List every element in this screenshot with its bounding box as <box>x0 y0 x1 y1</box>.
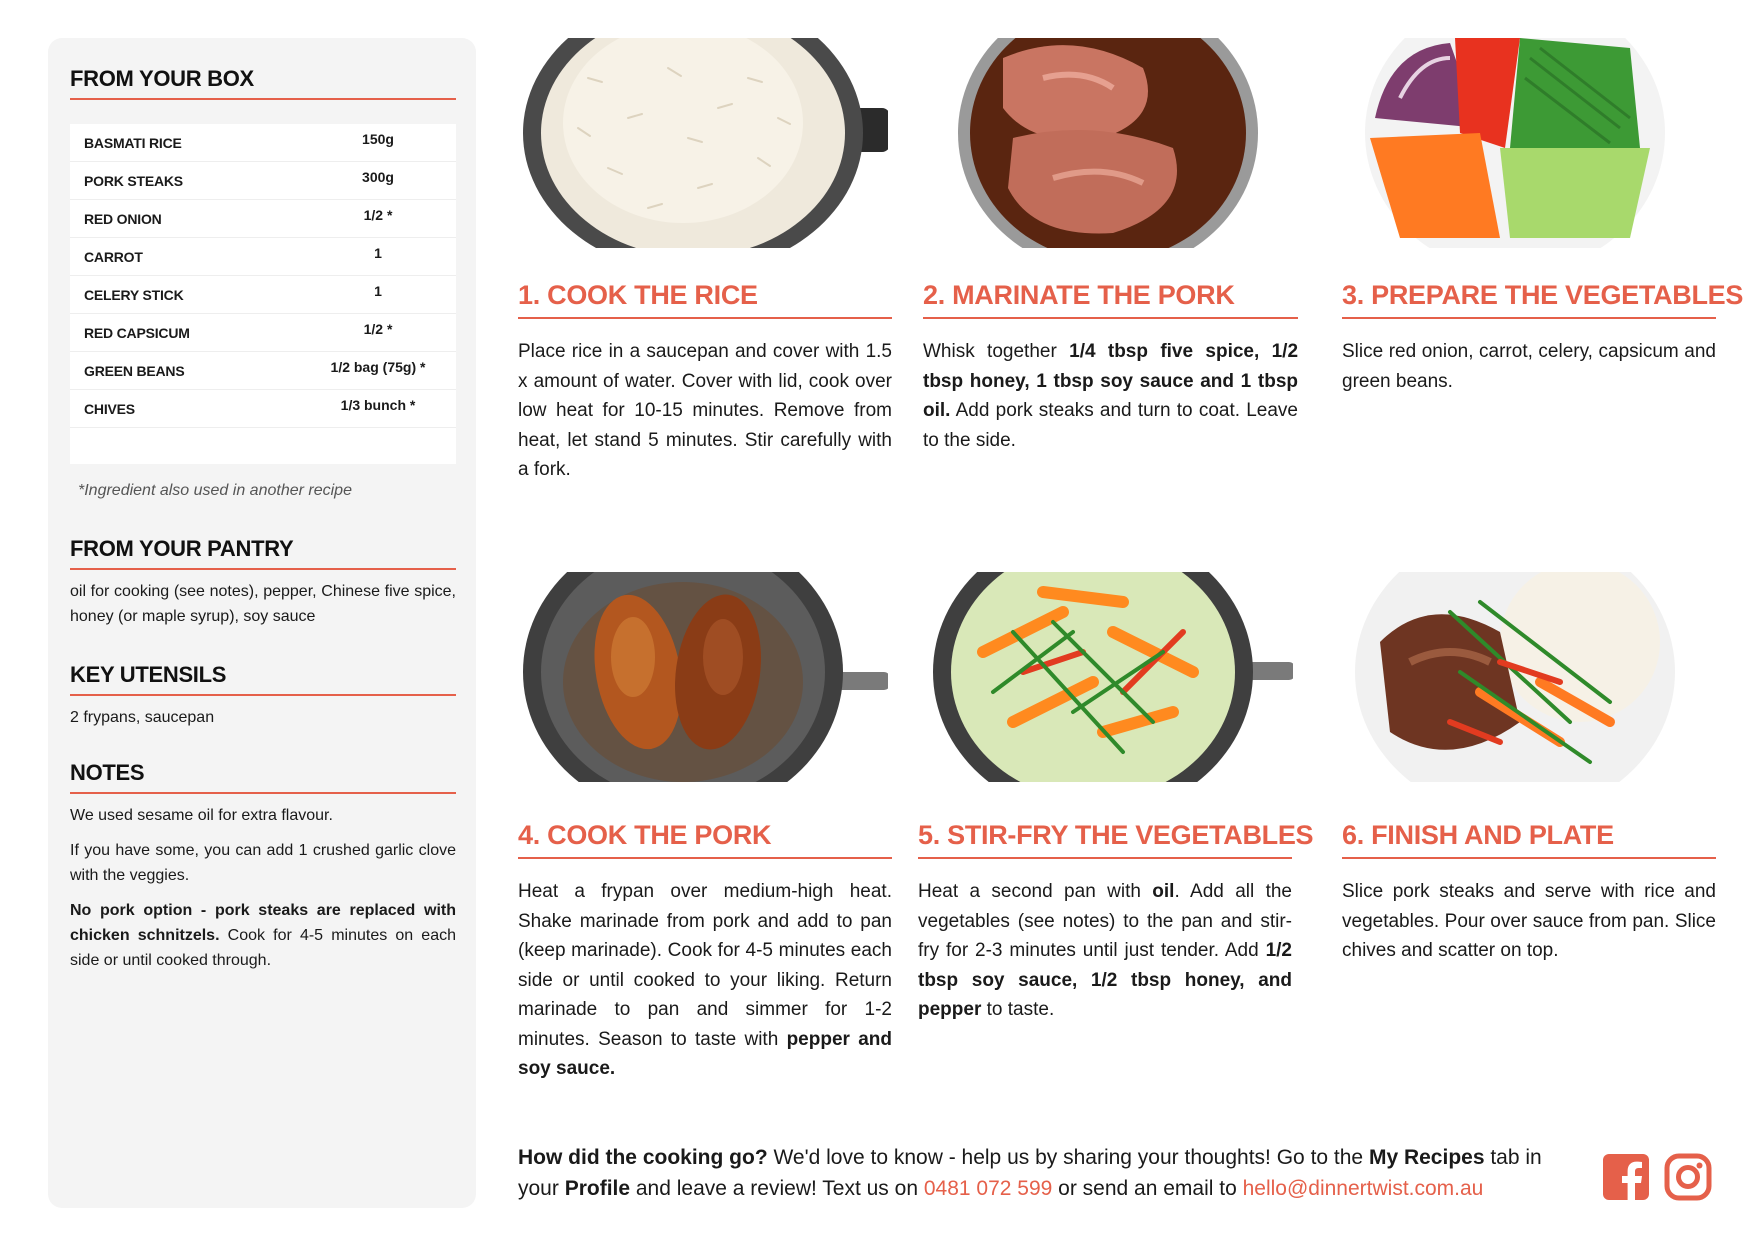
ingredient-qty: 1 <box>374 244 382 261</box>
ingredient-qty: 150g <box>362 130 394 147</box>
footer-phone-link[interactable]: 0481 072 599 <box>923 1177 1053 1200</box>
table-row <box>70 276 456 314</box>
finished-plate-photo <box>1330 572 1700 782</box>
step-5-text-b: . Add all the vegetables (see notes) to the pan and stir-fry for 2-3 minutes until just tender. Add <box>918 881 1293 961</box>
step-3-text: Slice red onion, carrot, celery, capsicum and green beans. <box>1342 341 1716 392</box>
footer-profile: Profile <box>564 1177 631 1200</box>
ingredient-qty: 1/2 * <box>363 320 393 337</box>
ingredient-qty: 1/2 bag (75g) * <box>330 358 426 375</box>
ingredient-name: PORK STEAKS <box>84 172 183 189</box>
step-4-text <box>518 877 892 1084</box>
utensils-text: 2 frypans, saucepan <box>70 709 215 726</box>
table-row <box>70 124 456 162</box>
ingredient-name: RED ONION <box>84 210 162 227</box>
review-footer <box>518 1142 1578 1204</box>
table-row <box>70 162 456 200</box>
step-3-title: 3. PREPARE THE VEGETABLES <box>1342 280 1716 319</box>
notes-p3-bold: No pork option - pork steaks are replaced with chicken schnitzels. <box>70 902 456 944</box>
table-row <box>70 314 456 352</box>
notes-p2: If you have some, you can add 1 crushed garlic clove with the veggies. <box>70 842 456 884</box>
ingredient-name: CARROT <box>84 248 143 265</box>
box-title: FROM YOUR BOX <box>70 66 456 100</box>
ingredient-qty: 300g <box>362 168 394 185</box>
table-row <box>70 200 456 238</box>
step-5-text-bold-1: oil <box>1152 881 1175 902</box>
instagram-icon[interactable] <box>1664 1153 1712 1201</box>
ingredient-qty: 1/3 bunch * <box>340 396 416 413</box>
ingredient-name: GREEN BEANS <box>84 362 185 379</box>
step-4-text-a: Heat a frypan over medium-high heat. Shake marinade from pork and add to pan (keep marinade). Cook for 4-5 minutes each side or until cooked to your liking. Return marinade to pan and simmer for 1-2 minutes. Season to taste with <box>518 881 892 1050</box>
table-row <box>70 238 456 276</box>
pork-pan-photo <box>518 572 888 782</box>
ingredient-name: BASMATI RICE <box>84 134 182 151</box>
box-ingredients-table <box>70 124 456 464</box>
step-2-title: 2. MARINATE THE PORK <box>923 280 1298 319</box>
ingredient-qty: 1 <box>374 282 382 299</box>
step-4-text-bold: pepper and soy sauce. <box>518 1028 893 1079</box>
step-4-title: 4. COOK THE PORK <box>518 820 892 859</box>
ingredient-name: RED CAPSICUM <box>84 324 190 341</box>
footer-my-recipes: My Recipes <box>1368 1146 1485 1169</box>
step-5-text-c: to taste. <box>981 999 1055 1020</box>
notes-p1: We used sesame oil for extra flavour. <box>70 807 333 824</box>
step-2-text-bold: 1/4 tbsp five spice, 1/2 tbsp honey, 1 tbsp soy sauce and 1 tbsp oil. <box>923 341 1299 421</box>
footer-email-link[interactable]: hello@dinnertwist.com.au <box>1242 1177 1484 1200</box>
ingredient-name: CELERY STICK <box>84 286 184 303</box>
footer-text-4: or send an email to <box>1052 1177 1243 1200</box>
ingredient-qty: 1/2 * <box>363 206 393 223</box>
step-5-text <box>918 877 1292 1025</box>
step-2-text <box>923 337 1298 455</box>
step-5-text-a: Heat a second pan with <box>918 881 1153 902</box>
pantry-title: FROM YOUR PANTRY <box>70 536 456 570</box>
table-row <box>70 390 456 428</box>
pantry-text: oil for cooking (see notes), pepper, Chinese five spice, honey (or maple syrup), soy sauce <box>70 583 456 625</box>
step-1-title: 1. COOK THE RICE <box>518 280 892 319</box>
box-footnote: *Ingredient also used in another recipe <box>78 482 352 499</box>
step-1-text: Place rice in a saucepan and cover with 1.5 x amount of water. Cover with lid, cook over low heat for 10-15 minutes. Remove from heat, let stand 5 minutes. Stir carefully with a fork. <box>518 341 892 480</box>
marinated-pork-photo <box>923 38 1293 248</box>
ingredient-name: CHIVES <box>84 400 135 417</box>
step-5-title: 5. STIR-FRY THE VEGETABLES <box>918 820 1292 859</box>
vegetables-plate-photo <box>1330 38 1700 248</box>
utensils-title: KEY UTENSILS <box>70 662 456 696</box>
step-2-text-b: Add pork steaks and turn to coat. Leave to the side. <box>923 400 1298 451</box>
table-spacer <box>70 428 456 464</box>
notes-p3 <box>70 898 456 973</box>
stirfry-pan-photo <box>923 572 1293 782</box>
step-6-title: 6. FINISH AND PLATE <box>1342 820 1716 859</box>
table-row <box>70 352 456 390</box>
footer-question: How did the cooking go? <box>518 1146 768 1169</box>
step-5-text-bold-2: 1/2 tbsp soy sauce, 1/2 tbsp honey, and pepper <box>918 940 1292 1020</box>
notes-p3-rest: Cook for 4-5 minutes on each side or until cooked through. <box>70 927 456 969</box>
footer-text-3: and leave a review! Text us on <box>630 1177 924 1200</box>
step-2-text-a: Whisk together <box>923 341 1070 362</box>
notes-title: NOTES <box>70 760 456 794</box>
footer-text-1: We'd love to know - help us by sharing your thoughts! Go to the <box>767 1146 1369 1169</box>
facebook-icon[interactable] <box>1602 1153 1650 1201</box>
footer-text-2: tab in your <box>518 1146 1542 1200</box>
rice-pot-photo <box>518 38 888 248</box>
ingredients-sidebar <box>48 38 476 1208</box>
step-6-text: Slice pork steaks and serve with rice and vegetables. Pour over sauce from pan. Slice chives and scatter on top. <box>1342 881 1716 961</box>
